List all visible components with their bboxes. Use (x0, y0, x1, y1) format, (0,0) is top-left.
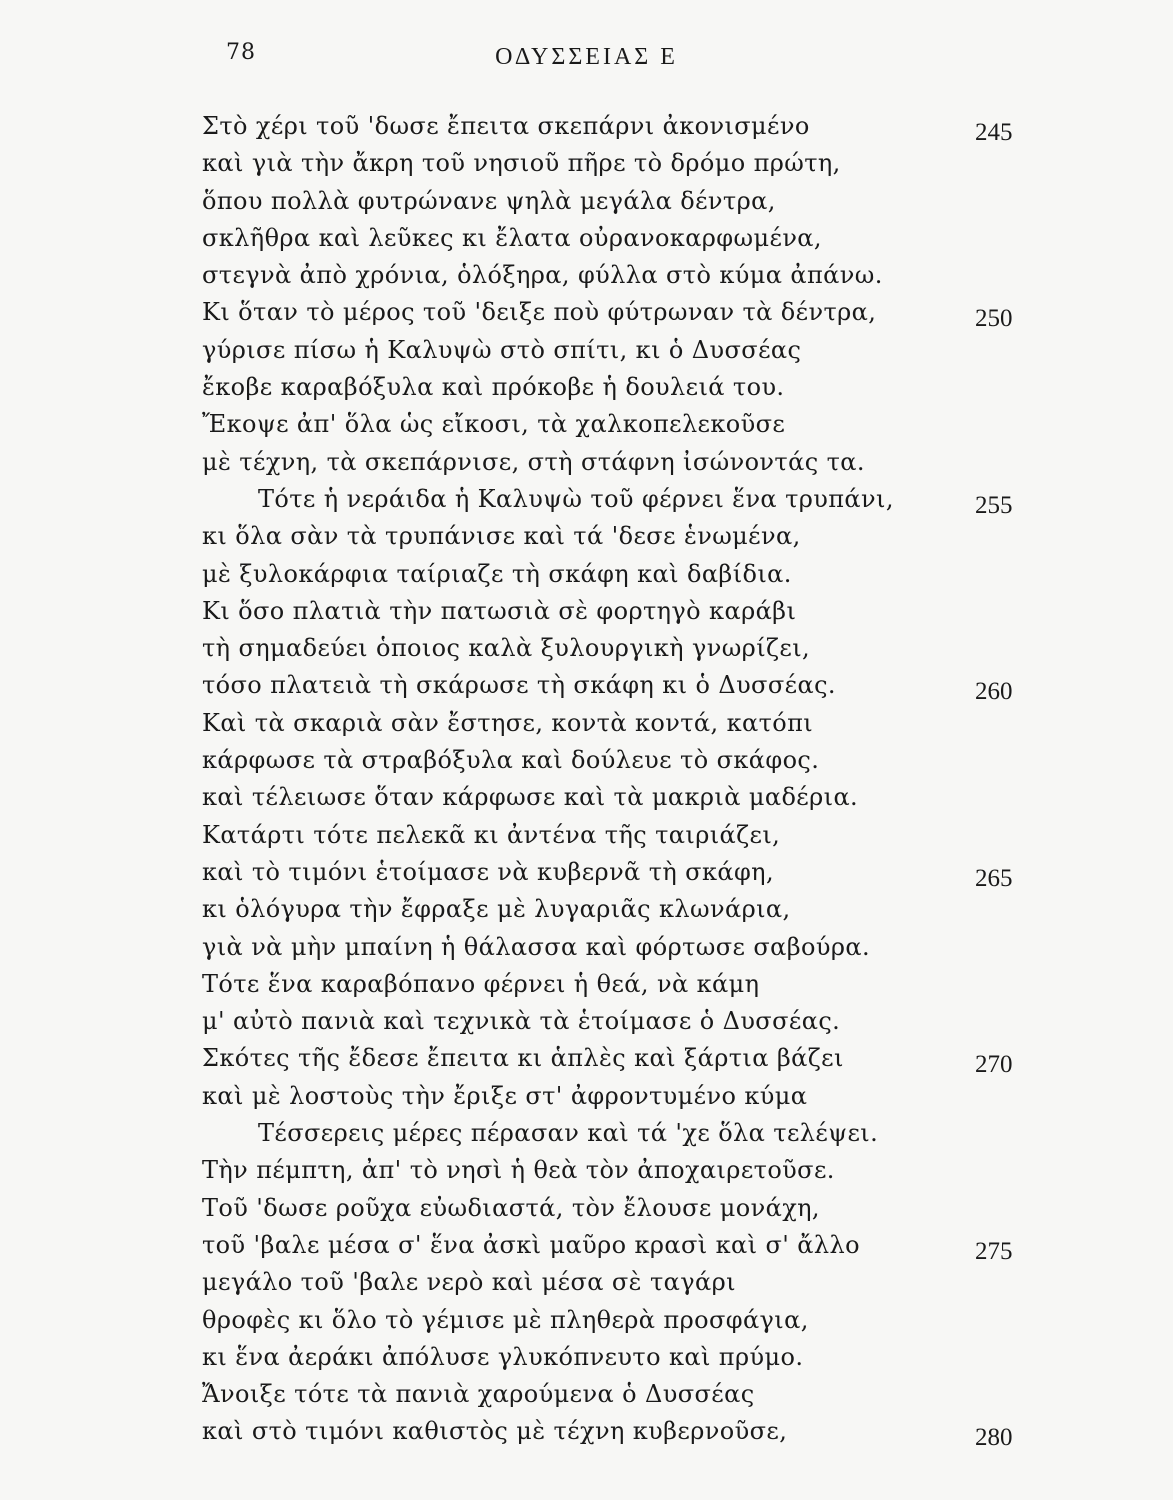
verse-text: τοῦ 'βαλε μέσα σ' ἕνα ἀσκὶ μαῦρο κρασὶ καὶ σ' ἄλλο (202, 1230, 860, 1259)
verse-text: μεγάλο τοῦ 'βαλε νερὸ καὶ μέσα σὲ ταγάρι (202, 1268, 736, 1297)
verse-text: γύρισε πίσω ἡ Καλυψὼ στὸ σπίτι, κι ὁ Δυσσέας (202, 335, 802, 364)
poem-line (0, 1152, 1173, 1189)
verse-text: κι ὅλα σὰν τὰ τρυπάνισε καὶ τά 'δεσε ἑνωμένα, (202, 522, 801, 551)
poem-line (0, 1339, 1173, 1376)
poem-line (0, 891, 1173, 928)
verse-text: κι ἕνα ἀεράκι ἀπόλυσε γλυκόπνευτο καὶ πρύμο. (202, 1342, 804, 1371)
verse-text: καὶ στὸ τιμόνι καθιστὸς μὲ τέχνη κυβερνοῦσε, (202, 1417, 788, 1446)
verse-text: τόσο πλατειὰ τὴ σκάρωσε τὴ σκάφη κι ὁ Δυσσέας. (202, 671, 836, 700)
verse-text: Κι ὅσο πλατιὰ τὴν πατωσιὰ σὲ φορτηγὸ καράβι (202, 596, 797, 625)
verse-text: τὴ σημαδεύει ὁποιος καλὰ ξυλουργικὴ γνωρίζει, (202, 634, 811, 663)
poem-line (0, 966, 1173, 1003)
poem-line (0, 1227, 1173, 1264)
verse-text: ἔκοβε καραβόξυλα καὶ πρόκοβε ἡ δουλειά του. (202, 373, 785, 402)
verse-text: Τότε ἕνα καραβόπανο φέρνει ἡ θεά, νὰ κάμη (202, 969, 760, 998)
verse-text: κι ὁλόγυρα τὴν ἔφραξε μὲ λυγαριᾶς κλωνάρια, (202, 895, 791, 924)
poem-line (0, 630, 1173, 667)
verse-text: σκλῆθρα καὶ λεῦκες κι ἔλατα οὐρανοκαρφωμένα, (202, 223, 822, 252)
verse-text: Τὴν πέμπτη, ἀπ' τὸ νησὶ ἡ θεὰ τὸν ἀποχαιρετοῦσε. (202, 1156, 835, 1185)
poem-line (0, 1413, 1173, 1450)
verse-text: καὶ μὲ λοστοὺς τὴν ἔριξε στ' ἀφροντυμένο κύμα (202, 1081, 808, 1110)
line-number: 245 (975, 119, 1013, 146)
poem-line (0, 667, 1173, 704)
poem-line (0, 257, 1173, 294)
verse-text: Στὸ χέρι τοῦ 'δωσε ἔπειτα σκεπάρνι ἀκονισμένο (202, 112, 810, 140)
poem-line (0, 518, 1173, 555)
verse-text: θροφὲς κι ὅλο τὸ γέμισε μὲ πληθερὰ προσφάγια, (202, 1305, 809, 1334)
running-title: ΟΔΥΣΣΕΙΑΣ Ε (495, 44, 678, 70)
poem-line (0, 1078, 1173, 1115)
line-number: 265 (975, 864, 1013, 892)
poem-line (0, 817, 1173, 854)
poem-body (0, 108, 1173, 1451)
poem-line (0, 108, 1173, 145)
poem-line (0, 854, 1173, 891)
poem-line (0, 332, 1173, 369)
poem-line (0, 742, 1173, 779)
poem-line (0, 145, 1173, 182)
poem-line (0, 369, 1173, 406)
verse-text: ὅπου πολλὰ φυτρώνανε ψηλὰ μεγάλα δέντρα, (202, 186, 776, 215)
poem-line (0, 929, 1173, 966)
verse-text: καὶ γιὰ τὴν ἄκρη τοῦ νησιοῦ πῆρε τὸ δρόμο πρώτη, (202, 149, 841, 178)
poem-line (0, 1376, 1173, 1413)
poem-line (0, 1003, 1173, 1040)
line-number: 260 (975, 678, 1013, 706)
poem-line (0, 779, 1173, 816)
poem-line (0, 556, 1173, 593)
verse-text: Κι ὅταν τὸ μέρος τοῦ 'δειξε ποὺ φύτρωναν τὰ δέντρα, (202, 298, 877, 327)
verse-text: Σκότες τῆς ἔδεσε ἔπειτα κι ἁπλὲς καὶ ξάρτια βάζει (202, 1044, 844, 1073)
verse-text: στεγνὰ ἀπὸ χρόνια, ὁλόξηρα, φύλλα στὸ κύμα ἀπάνω. (202, 261, 883, 290)
verse-text: Τοῦ 'δωσε ροῦχα εὐωδιαστά, τὸν ἔλουσε μονάχη, (202, 1193, 820, 1222)
line-number: 270 (975, 1051, 1013, 1079)
verse-text: μὲ τέχνη, τὰ σκεπάρνισε, στὴ στάφνη ἰσώνοντάς τα. (202, 447, 865, 476)
poem-line (0, 183, 1173, 220)
poem-line (0, 1190, 1173, 1227)
verse-text: Καὶ τὰ σκαριὰ σὰν ἔστησε, κοντὰ κοντά, κατόπι (202, 708, 814, 737)
verse-text: κάρφωσε τὰ στραβόξυλα καὶ δούλευε τὸ σκάφος. (202, 746, 820, 775)
poem-line (0, 481, 1173, 518)
line-number: 280 (975, 1424, 1013, 1452)
verse-text: Κατάρτι τότε πελεκᾶ κι ἀντένα τῆς ταιριάζει, (202, 820, 781, 849)
line-number: 275 (975, 1237, 1013, 1265)
poem-line (0, 1040, 1173, 1077)
line-number: 255 (975, 491, 1013, 519)
poem-line (0, 593, 1173, 630)
verse-text: καὶ τὸ τιμόνι ἑτοίμασε νὰ κυβερνᾶ τὴ σκάφη, (202, 857, 774, 886)
verse-text: γιὰ νὰ μὴν μπαίνη ἡ θάλασσα καὶ φόρτωσε σαβούρα. (202, 932, 871, 961)
verse-text: Τότε ἡ νεράιδα ἡ Καλυψὼ τοῦ φέρνει ἕνα τρυπάνι, (258, 484, 894, 513)
poem-line (0, 220, 1173, 257)
poem-line (0, 1264, 1173, 1301)
verse-text: Ἔκοψε ἀπ' ὅλα ὡς εἴκοσι, τὰ χαλκοπελεκοῦσε (202, 410, 786, 439)
poem-line (0, 406, 1173, 443)
verse-text: μὲ ξυλοκάρφια ταίριαζε τὴ σκάφη καὶ δαβίδια. (202, 559, 792, 588)
verse-text: μ' αὐτὸ πανιὰ καὶ τεχνικὰ τὰ ἑτοίμασε ὁ Δυσσέας. (202, 1007, 841, 1036)
verse-text: Ἄνοιξε τότε τὰ πανιὰ χαρούμενα ὁ Δυσσέας (202, 1380, 755, 1409)
poem-line (0, 444, 1173, 481)
page-number: 78 (226, 40, 256, 65)
verse-text: Τέσσερεις μέρες πέρασαν καὶ τά 'χε ὅλα τελέψει. (258, 1119, 879, 1148)
line-number: 250 (975, 305, 1013, 333)
poem-line (0, 1302, 1173, 1339)
poem-line (0, 1115, 1173, 1152)
poem-line (0, 294, 1173, 331)
verse-text: καὶ τέλειωσε ὅταν κάρφωσε καὶ τὰ μακριὰ μαδέρια. (202, 783, 859, 812)
poem-line (0, 705, 1173, 742)
